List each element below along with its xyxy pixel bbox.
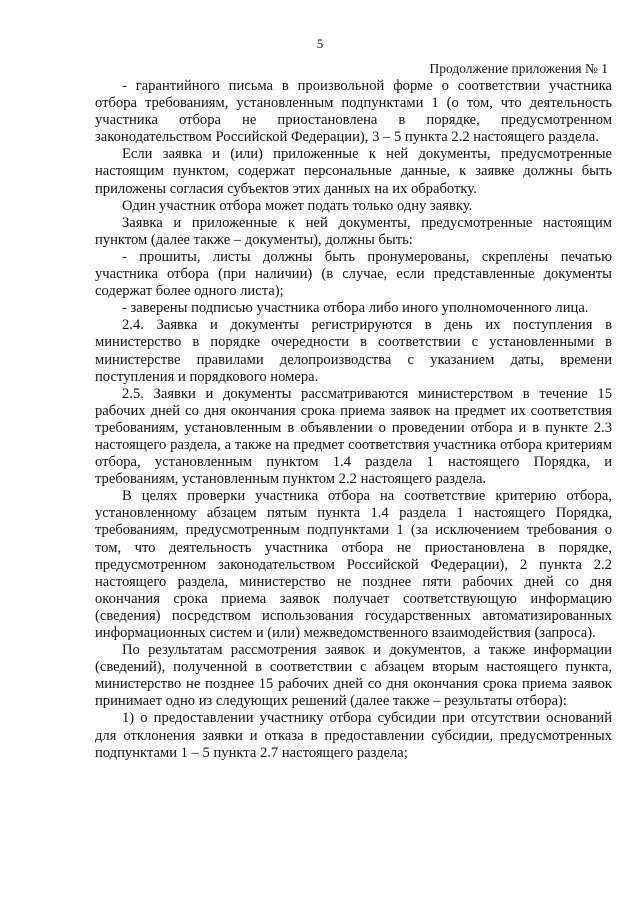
- paragraph: Один участник отбора может подать только одну заявку.: [122, 197, 473, 214]
- paragraph: - гарантийного письма в произвольной форме о соответствии участника отбора требованиям, установленным подпунктами 1 (о том, что деятельность участника отбора не приостановлена в порядке, предусмотренном законодательством Российской Федерации), 3 – 5 пункта 2.2 настоящего раздела.: [95, 78, 612, 146]
- paragraph: 2.4. Заявка и документы регистрируются в день их поступления в министерство в порядке очередности в соответствии с установленными в министерстве правилами делопроизводства с указанием даты, времени поступления и порядкового номера.: [95, 317, 612, 385]
- paragraph: Если заявка и (или) приложенные к ней документы, предусмотренные настоящим пунктом, содержат персональные данные, к заявке должны быть приложены согласия субъектов этих данных на их обработку.: [95, 146, 612, 197]
- paragraph: - прошиты, листы должны быть пронумерованы, скреплены печатью участника отбора (при наличии) (в случае, если представленные документы содержат более одного листа);: [95, 248, 612, 300]
- paragraph: Заявка и приложенные к ней документы, предусмотренные настоящим пунктом (далее также – документы), должны быть:: [95, 214, 612, 248]
- document-body: [95, 78, 612, 762]
- paragraph: - заверены подписью участника отбора либо иного уполномоченного лица.: [122, 300, 589, 317]
- paragraph: 2.5. Заявки и документы рассматриваются министерством в течение 15 рабочих дней со дня окончания срока приема заявок на предмет их соответствия требованиям, установленным в объявлении о проведении отбора и в пункте 2.3 настоящего раздела, а также на предмет соответствия участника отбора критериям отбора, установленным пунктом 1.4 раздела 1 настоящего Порядка, и требованиям, установленным пунктом 2.2 настоящего раздела.: [95, 385, 612, 488]
- appendix-note: Продолжение приложения № 1: [429, 61, 608, 76]
- paragraph: В целях проверки участника отбора на соответствие критерию отбора, установленному абзацем пятым пункта 1.4 раздела 1 настоящего Порядка, требованиям, предусмотренным подпунктами 1 (за исключением требования о том, что деятельность участника отбора не приостановлена в порядке, предусмотренном законодательством Российской Федерации), 2 пункта 2.2 настоящего раздела, министерство не позднее пяти рабочих дней со дня окончания срока приема заявок получает соответствующую информацию (сведения) посредством использования государственных автоматизированных информационных систем и (или) межведомственного взаимодействия (запроса).: [95, 488, 612, 641]
- paragraph: По результатам рассмотрения заявок и документов, а также информации (сведений), полученной в соответствии с абзацем вторым настоящего пункта, министерство не позднее 15 рабочих дней со дня окончания срока приема заявок принимает одно из следующих решений (далее также – результаты отбора):: [95, 642, 612, 710]
- page-number: 5: [316, 36, 324, 51]
- paragraph: 1) о предоставлении участнику отбора субсидии при отсутствии оснований для отклонения заявки и отказа в предоставлении субсидии, предусмотренных подпунктами 1 – 5 пункта 2.7 настоящего раздела;: [95, 710, 612, 761]
